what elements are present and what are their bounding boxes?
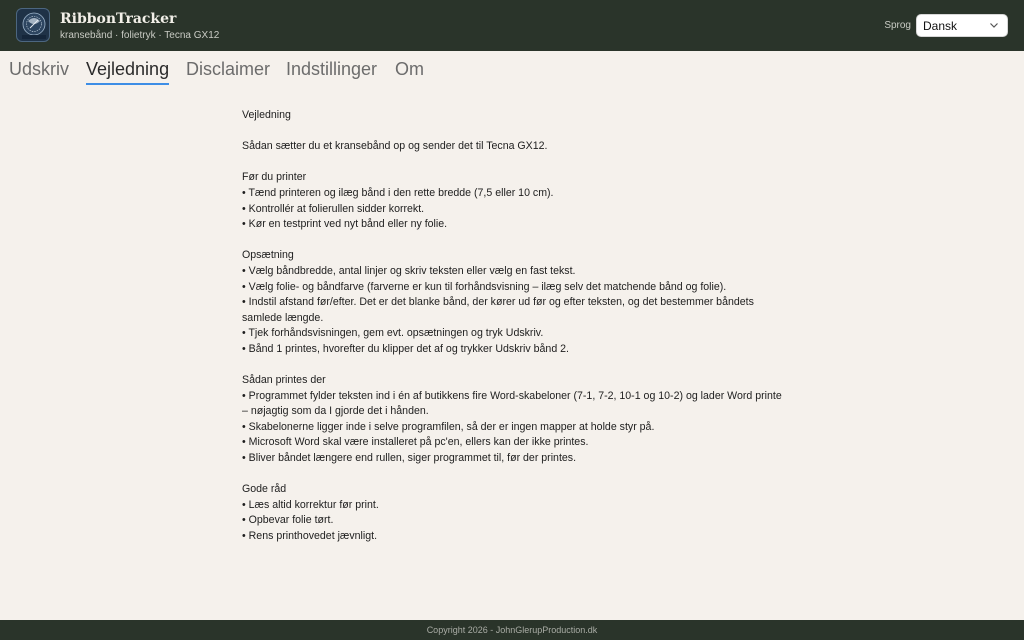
guide-intro: Sådan sætter du et kransebånd op og sender det til Tecna GX12. — [242, 140, 548, 153]
list-item: • Microsoft Word skal være installeret på pc'en, ellers kan der ikke printes. — [242, 436, 589, 449]
guide-title: Vejledning — [242, 109, 291, 121]
footer — [0, 620, 1024, 640]
tab-udskriv[interactable]: Udskriv — [9, 59, 70, 79]
list-item: • Bliver båndet længere end rullen, siger programmet til, før der printes. — [242, 452, 577, 465]
guide-content — [242, 108, 782, 545]
language-label: Sprog — [884, 20, 911, 31]
app-logo — [16, 8, 50, 42]
tab-bar — [0, 51, 1024, 89]
list-item: • Opbevar folie tørt. — [242, 514, 334, 527]
list-item: • Vælg folie- og båndfarve (farverne er kun til forhåndsvisning – ilæg selv det matchende bånd og folie). — [242, 280, 727, 293]
list-item: • Læs altid korrektur før print. — [242, 498, 379, 511]
tab-vejledning[interactable]: Vejledning — [86, 57, 169, 85]
copyright-text: Copyright 2026 - JohnGlerupProduction.dk — [426, 625, 598, 635]
app-subtitle: kransebånd · folietryk · Tecna GX12 — [60, 30, 220, 41]
section-heading: Før du printer — [242, 171, 307, 184]
chevron-down-icon — [988, 19, 1000, 31]
tab-disclaimer[interactable]: Disclaimer — [186, 59, 271, 79]
list-item: • Rens printhovedet jævnligt. — [242, 530, 378, 543]
list-item: • Programmet fylder teksten ind i én af butikkens fire Word-skabeloner (7-1, 7-2, 10-1 og 10-2) og lader Word printe – nøjagtig som da I gjorde det i hånden. — [242, 389, 782, 418]
section-heading: Sådan printes der — [242, 374, 326, 387]
tab-indstillinger[interactable]: Indstillinger — [286, 59, 378, 79]
section-heading: Opsætning — [242, 249, 294, 262]
list-item: • Vælg båndbredde, antal linjer og skriv teksten eller vælg en fast tekst. — [242, 264, 576, 277]
app-title: RibbonTracker — [60, 11, 177, 27]
language-select-value: Dansk — [923, 18, 958, 33]
brand — [60, 11, 219, 42]
language-select[interactable] — [916, 14, 1008, 37]
list-item: • Skabelonerne ligger inde i selve programfilen, så der er ingen mapper at holde styr på. — [242, 420, 655, 433]
top-bar — [0, 0, 1024, 51]
tab-om[interactable]: Om — [395, 59, 424, 79]
list-item: • Tænd printeren og ilæg bånd i den rette bredde (7,5 eller 10 cm). — [242, 186, 554, 199]
list-item: • Indstil afstand før/efter. Det er det blanke bånd, der kører ud før og efter teksten, og det bestemmer båndets samlede længde. — [242, 296, 754, 324]
list-item: • Tjek forhåndsvisningen, gem evt. opsætningen og tryk Udskriv. — [242, 327, 544, 340]
list-item: • Bånd 1 printes, hvorefter du klipper det af og trykker Udskriv bånd 2. — [242, 342, 569, 355]
list-item: • Kontrollér at folierullen sidder korrekt. — [242, 202, 425, 215]
section-heading: Gode råd — [242, 483, 287, 496]
list-item: • Kør en testprint ved nyt bånd eller ny folie. — [242, 218, 448, 231]
